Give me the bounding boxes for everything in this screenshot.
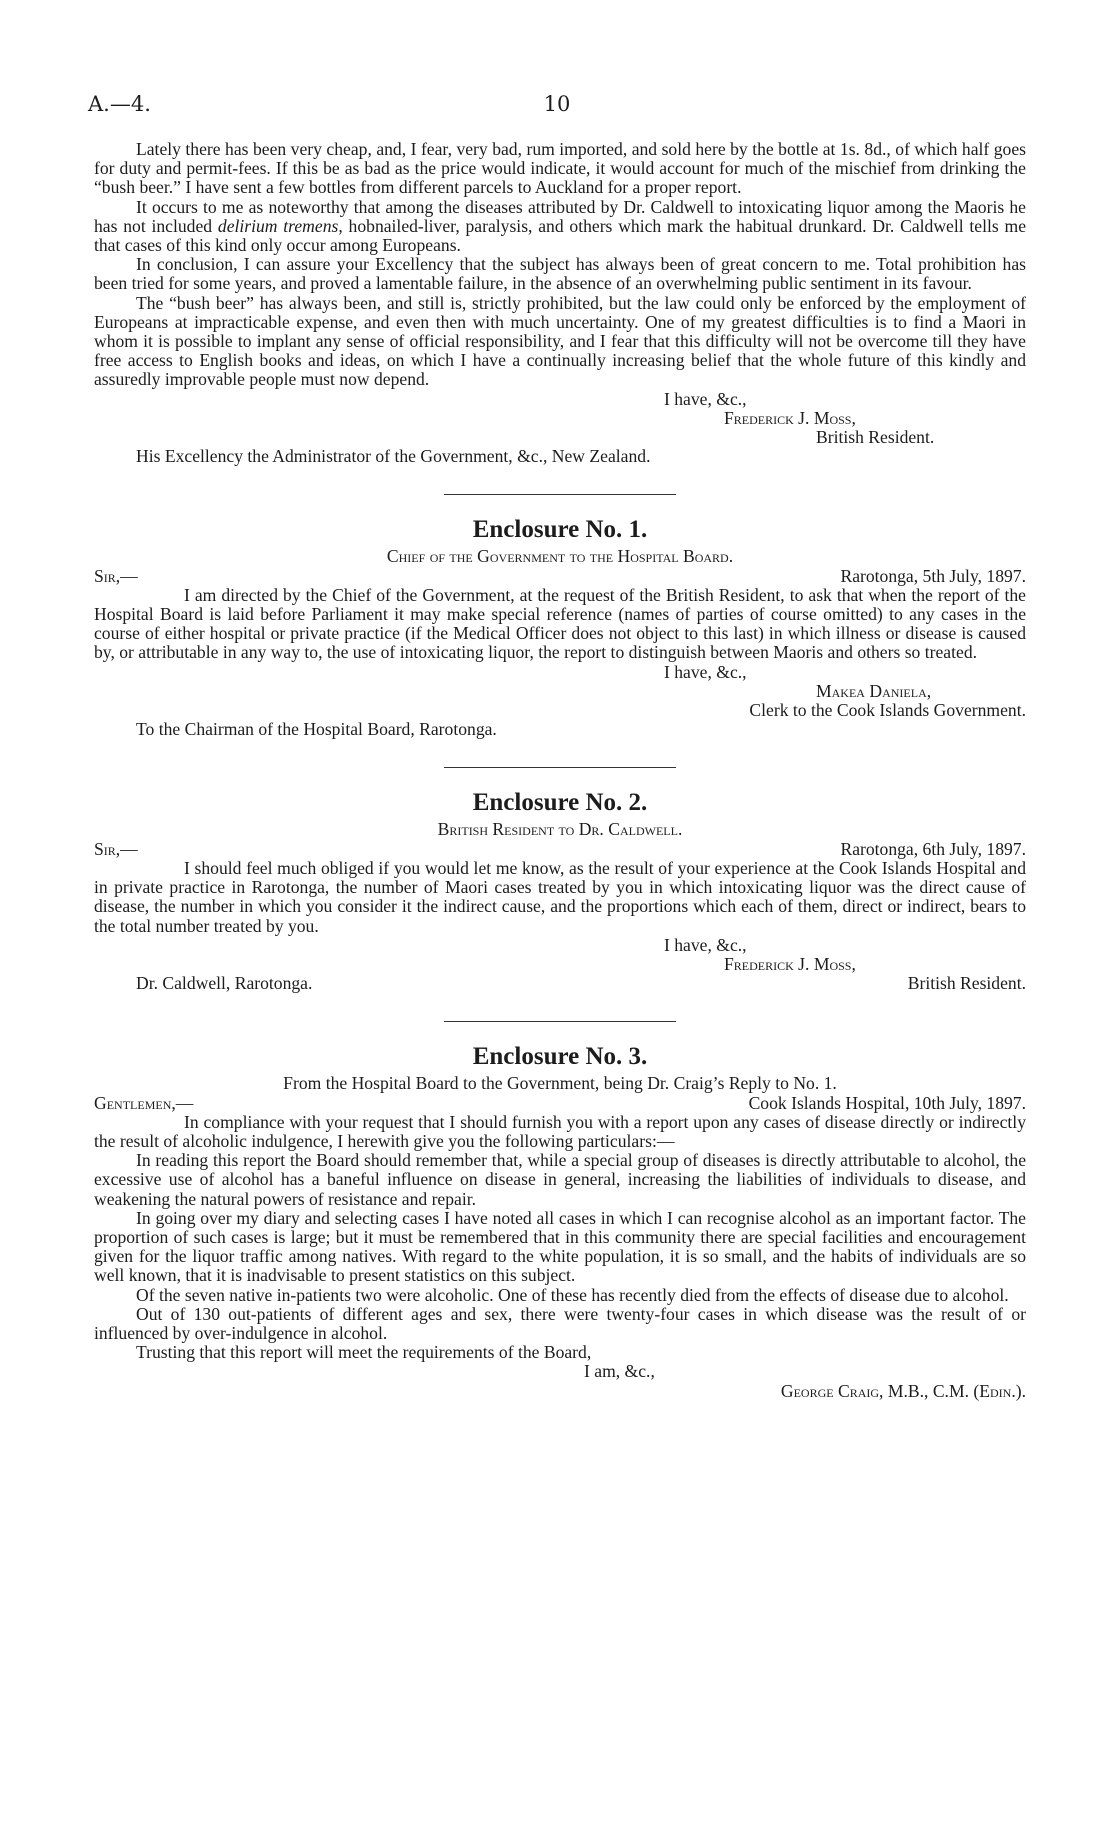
salutation-row <box>94 567 1026 586</box>
closing: I have, &c., <box>664 661 747 682</box>
signatory-title: Clerk to the Cook Islands Government. <box>749 700 1026 721</box>
closing: I have, &c., <box>664 934 747 955</box>
signatory-title: British Resident. <box>907 973 1026 994</box>
closing: I have, &c., <box>664 388 747 409</box>
enclosure-subheading: British Resident to Dr. Caldwell. <box>437 819 683 840</box>
addressee-row <box>94 974 1026 993</box>
section-divider <box>444 1021 676 1022</box>
text-run: It occurs to me as noteworthy that among the diseases attributed by Dr. Caldwell to intoxicating liquor among the Maoris he has not included <box>94 196 1026 236</box>
italic-term: delirium tremens, <box>217 215 343 236</box>
salutation: Gentlemen,— <box>94 1092 194 1113</box>
paragraph <box>94 198 1026 256</box>
enclosure-3 <box>94 1042 1026 1400</box>
addressee: Dr. Caldwell, Rarotonga. <box>136 973 313 994</box>
paragraph: In compliance with your request that I should furnish you with a report upon any cases of disease directly or indirectly the result of alcoholic indulgence, I herewith give you the following particulars:— <box>94 1111 1026 1151</box>
section-divider <box>444 494 676 495</box>
salutation: Sir,— <box>94 838 138 859</box>
paragraph: The “bush beer” has always been, and still is, strictly prohibited, but the law could only be enforced by the employment of Europeans at impracticable expense, and even then with much uncertainty. One of my greatest difficulties is to find a Maori in whom it is possible to implant any sense of official responsibility, and I fear that this difficulty will not be overcome till they have free access to English books and ideas, on which I have a continually increasing belief that the whole future of this kindly and assuredly improvable people must now depend. <box>94 292 1026 390</box>
paragraph: Out of 130 out-patients of different ages and sex, there were twenty-four cases in which disease was the result of or influenced by over-indulgence in alcohol. <box>94 1303 1026 1343</box>
signatory: Frederick J. Moss, <box>724 953 856 974</box>
paragraph: Trusting that this report will meet the requirements of the Board, <box>136 1342 592 1363</box>
enclosure-heading: Enclosure No. 3. <box>472 1043 648 1071</box>
enclosure-subheading: From the Hospital Board to the Government, being Dr. Craig’s Reply to No. 1. <box>283 1073 837 1094</box>
page-number: 10 <box>543 92 571 116</box>
paragraph: Lately there has been very cheap, and, I fear, very bad, rum imported, and sold here by the bottle at 1s. 8d., of which half goes for duty and permit-fees. If this be as bad as the price would indicate, it would account for much of the mischief from drinking the “bush beer.” I have sent a few bottles from different parcels to Auckland for a proper report. <box>94 139 1026 198</box>
salutation: Sir,— <box>94 565 138 586</box>
paragraph: Of the seven native in-patients two were alcoholic. One of these has recently died from the effects of disease due to alcohol. <box>136 1284 1009 1305</box>
addressee: His Excellency the Administrator of the Government, &c., New Zealand. <box>136 446 651 467</box>
signatory: Frederick J. Moss, <box>724 407 856 428</box>
place-date: Rarotonga, 5th July, 1897. <box>840 565 1026 586</box>
paragraph: I am directed by the Chief of the Government, at the request of the British Resident, to ask that when the report of the Hospital Board is laid before Parliament it may make special reference (names of parties of course omitted) to any cases in the course of either hospital or private practice (if the Medical Officer does not object to this last) in which illness or disease is caused by, or attributable in any way to, the use of intoxicating liquor, the report to distinguish between Maoris and others so treated. <box>94 584 1026 663</box>
signatory-title: British Resident. <box>816 427 935 448</box>
text-run: hobnailed-liver, paralysis, and others which mark the habitual drunkard. Dr. Caldwell tells me that cases of this kind only occur among Europeans. <box>94 215 1027 256</box>
place-date: Cook Islands Hospital, 10th July, 1897. <box>748 1092 1026 1113</box>
addressee: To the Chairman of the Hospital Board, Rarotonga. <box>136 719 497 740</box>
place-date: Rarotonga, 6th July, 1897. <box>840 838 1026 859</box>
paragraph: I should feel much obliged if you would let me know, as the result of your experience at the Cook Islands Hospital and in private practice in Rarotonga, the number of Maori cases treated by you in which intoxicating liquor was the direct cause of disease, the number in which you consider it the indirect cause, and the proportions which each of them, direct or indirect, bears to the total number treated by you. <box>94 857 1026 936</box>
paragraph: In going over my diary and selecting cases I have noted all cases in which I can recognise alcohol as an important factor. The proportion of such cases is large; but it must be remembered that in this community there are special facilities and encouragement given for the liquor traffic among natives. With regard to the white population, it is so small, and the habits of individuals are so well known, that it is inadvisable to present statistics on this subject. <box>94 1207 1026 1286</box>
series-code: A.—4. <box>88 92 151 116</box>
signatory: George Craig, M.B., C.M. (Edin.). <box>780 1380 1026 1401</box>
section-divider <box>444 767 676 768</box>
letter-continuation <box>94 140 1026 466</box>
page-content <box>94 140 1026 1401</box>
enclosure-heading: Enclosure No. 2. <box>472 789 648 817</box>
enclosure-2 <box>94 788 1026 993</box>
enclosure-heading: Enclosure No. 1. <box>472 516 648 544</box>
enclosure-subheading: Chief of the Government to the Hospital Board. <box>386 546 734 567</box>
enclosure-1 <box>94 515 1026 739</box>
closing: I am, &c., <box>584 1361 655 1382</box>
salutation-row <box>94 1094 1026 1113</box>
paragraph: In reading this report the Board should remember that, while a special group of diseases is directly attributable to alcohol, the excessive use of alcohol has a baneful influence on disease in general, increasing the liabilities of individuals to disease, and weakening the natural powers of resistance and repair. <box>94 1150 1026 1209</box>
salutation-row <box>94 840 1026 859</box>
paragraph: In conclusion, I can assure your Excellency that the subject has always been of great concern to me. Total prohibition has been tried for some years, and proved a lamentable failure, in the absence of an overwhelming public sentiment in its favour. <box>94 254 1026 294</box>
signatory: Makea Daniela, <box>816 680 932 701</box>
